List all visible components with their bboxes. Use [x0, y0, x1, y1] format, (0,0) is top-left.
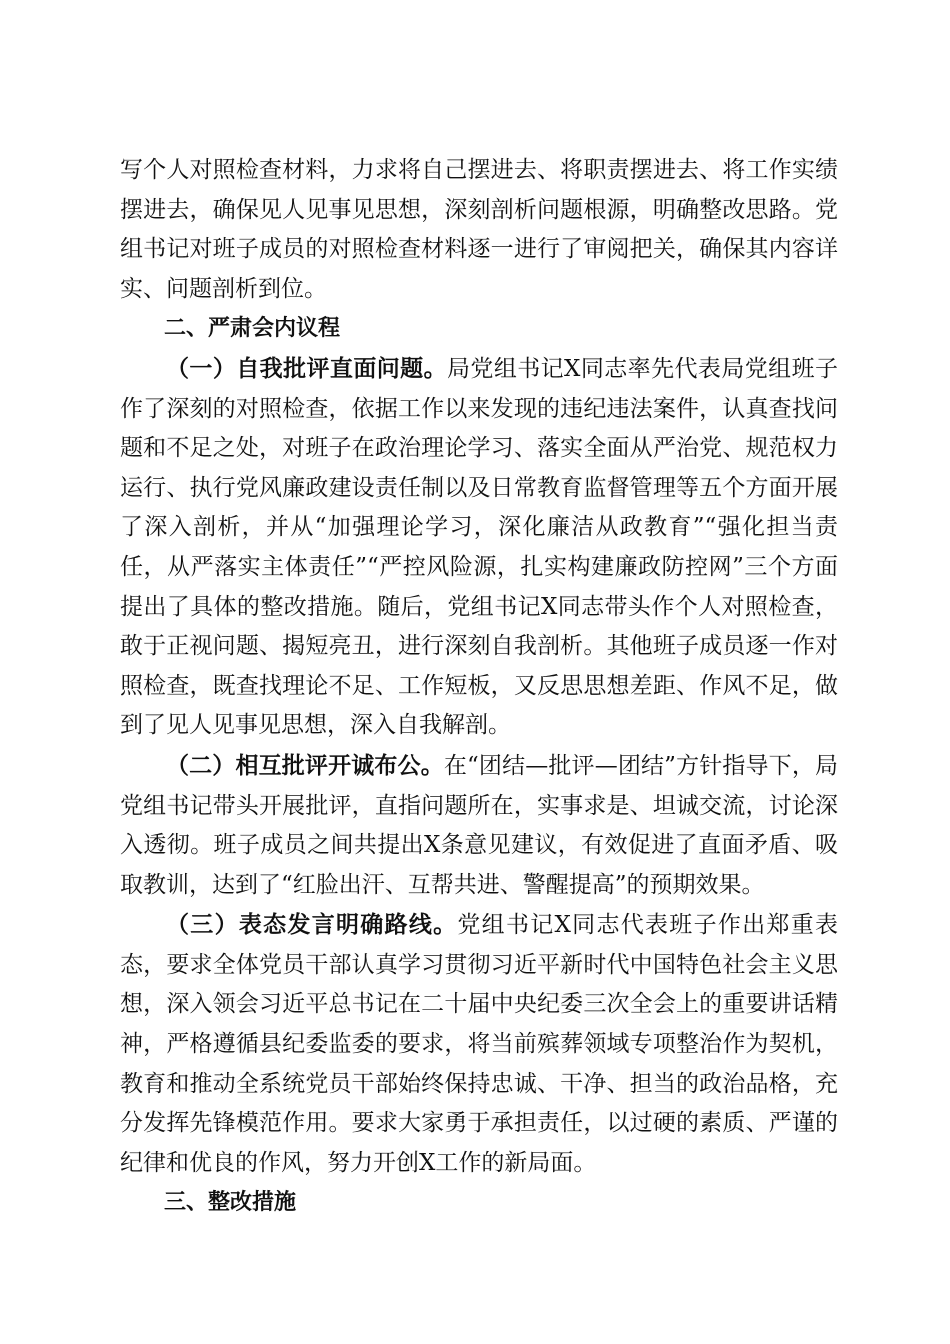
paragraph-item-1: [120, 349, 838, 746]
section-heading-2: 二、严肃会内议程: [164, 316, 341, 342]
item-2-body: 在“团结—批评—团结”方针指导下，局党组书记带头开展批评，直指问题所在，实事求是、坦诚交流，讨论深入透彻。班子成员之间共提出X条意见建议，有效促进了直面矛盾、吸取教训，达到了“红脸出汗、互帮共进、警醒提高”的预期效果。: [120, 752, 838, 898]
section-heading-3: 三、整改措施: [164, 1190, 297, 1216]
document-body: [120, 151, 838, 1223]
item-1-lead: （一）自我批评直面问题。: [166, 354, 447, 382]
paragraph-continued: 写个人对照检查材料，力求将自己摆进去、将职责摆进去、将工作实绩摆进去，确保见人见事见思想，深刻剖析问题根源，明确整改思路。党组书记对班子成员的对照检查材料逐一进行了审阅把关，确保其内容详实、问题剖析到位。: [120, 157, 838, 302]
item-3-lead: （三）表态发言明确路线。: [166, 911, 458, 939]
item-1-body: 局党组书记X同志率先代表局党组班子作了深刻的对照检查，依据工作以来发现的违纪违法案件，认真查找问题和不足之处，对班子在政治理论学习、落实全面从严治党、规范权力运行、执行党风廉政建设责任制以及日常教育监督管理等五个方面开展了深入剖析，并从“加强理论学习，深化廉洁从政教育”“强化担当责任，从严落实主体责任”“严控风险源，扎实构建廉政防控网”三个方面提出了具体的整改措施。随后，党组书记X同志带头作个人对照检查，敢于正视问题、揭短亮丑，进行深刻自我剖析。其他班子成员逐一作对照检查，既查找理论不足、工作短板，又反思思想差距、作风不足，做到了见人见事见思想，深入自我解剖。: [120, 355, 839, 739]
item-3-body: 党组书记X同志代表班子作出郑重表态，要求全体党员干部认真学习贯彻习近平新时代中国特色社会主义思想，深入领会习近平总书记在二十届中央纪委三次全会上的重要讲话精神，严格遵循县纪委监委的要求，将当前殡葬领域专项整治作为契机，教育和推动全系统党员干部始终保持忠诚、干净、担当的政治品格，充分发挥先锋模范作用。要求大家勇于承担责任，以过硬的素质、严谨的纪律和优良的作风，努力开创X工作的新局面。: [120, 912, 839, 1176]
paragraph-item-2: [120, 746, 838, 905]
paragraph-item-3: [120, 905, 838, 1183]
item-2-lead: （二）相互批评开诚布公。: [166, 751, 444, 779]
